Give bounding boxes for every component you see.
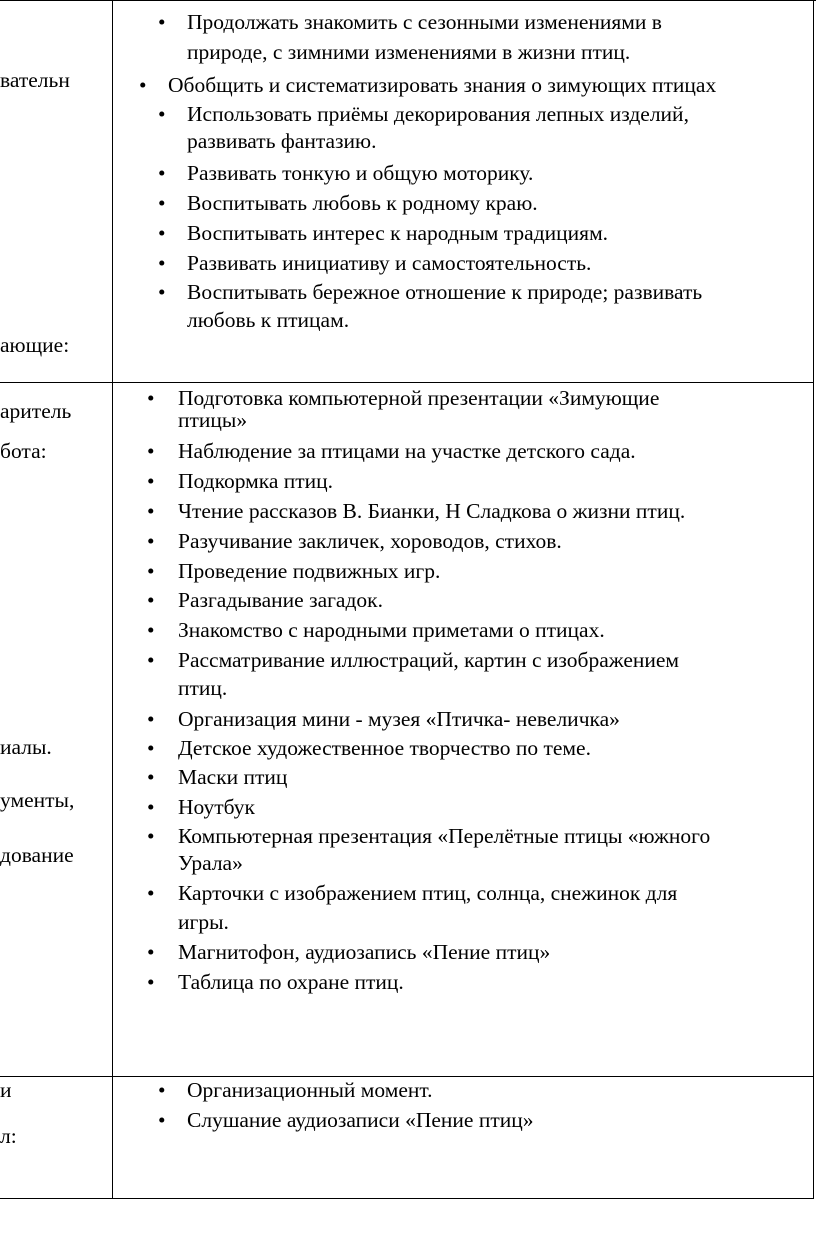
- list-item: птиц.: [178, 676, 228, 700]
- list-item: Наблюдение за птицами на участке детского сада.: [178, 439, 636, 463]
- table-row-divider-1: [0, 382, 814, 383]
- list-item: любовь к птицам.: [187, 308, 350, 332]
- bullet-icon: •: [158, 161, 166, 185]
- list-item: Слушание аудиозаписи «Пение птиц»: [187, 1108, 534, 1132]
- table-column-divider: [112, 0, 113, 1199]
- bullet-icon: •: [158, 1078, 166, 1102]
- bullet-icon: •: [147, 707, 155, 731]
- table-bottom-border: [0, 1198, 814, 1199]
- table-top-border: [0, 0, 816, 1]
- list-item: Обобщить и систематизировать знания о зимующих птицах: [168, 73, 717, 97]
- list-item: Разгадывание загадок.: [178, 588, 383, 612]
- list-item: птицы»: [178, 408, 248, 432]
- left-cell-text: ументы,: [0, 788, 75, 812]
- list-item: Урала»: [178, 851, 243, 875]
- bullet-icon: •: [147, 588, 155, 612]
- list-item: Маски птиц: [178, 765, 288, 789]
- left-cell-text: и: [0, 1078, 12, 1102]
- bullet-icon: •: [147, 439, 155, 463]
- list-item: Компьютерная презентация «Перелётные птицы «южного: [178, 824, 711, 848]
- list-item: Магнитофон, аудиозапись «Пение птиц»: [178, 940, 551, 964]
- bullet-icon: •: [147, 970, 155, 994]
- list-item: игры.: [178, 910, 229, 934]
- list-item: Развивать инициативу и самостоятельность.: [187, 251, 592, 275]
- list-item: Организация мини - музея «Птичка- невеличка»: [178, 707, 620, 731]
- list-item: Воспитывать интерес к народным традициям.: [187, 221, 609, 245]
- bullet-icon: •: [147, 469, 155, 493]
- bullet-icon: •: [158, 1108, 166, 1132]
- bullet-icon: •: [147, 529, 155, 553]
- list-item: Организационный момент.: [187, 1078, 433, 1102]
- list-item: Знакомство с народными приметами о птицах.: [178, 618, 605, 642]
- left-cell-text: вательн: [0, 68, 70, 92]
- bullet-icon: •: [147, 765, 155, 789]
- bullet-icon: •: [158, 221, 166, 245]
- bullet-icon: •: [147, 824, 155, 848]
- bullet-icon: •: [147, 386, 155, 410]
- bullet-icon: •: [147, 559, 155, 583]
- list-item: Рассматривание иллюстраций, картин с изображением: [178, 648, 680, 672]
- list-item: Детское художественное творчество по теме.: [178, 736, 591, 760]
- list-item: Проведение подвижных игр.: [178, 559, 441, 583]
- bullet-icon: •: [147, 940, 155, 964]
- list-item: Продолжать знакомить с сезонными изменениями в: [187, 10, 662, 34]
- table-row-divider-2: [0, 1076, 814, 1077]
- list-item: Развивать тонкую и общую моторику.: [187, 161, 534, 185]
- bullet-icon: •: [147, 736, 155, 760]
- list-item: природе, с зимними изменениями в жизни птиц.: [187, 40, 631, 64]
- bullet-icon: •: [147, 648, 155, 672]
- list-item: Воспитывать любовь к родному краю.: [187, 191, 538, 215]
- bullet-icon: •: [147, 881, 155, 905]
- list-item: Ноутбук: [178, 795, 255, 819]
- list-item: Подкормка птиц.: [178, 469, 334, 493]
- table-right-border: [813, 0, 814, 1199]
- list-item: Воспитывать бережное отношение к природе; развивать: [187, 280, 703, 304]
- bullet-icon: •: [139, 73, 147, 97]
- left-cell-text: дование: [0, 843, 74, 867]
- bullet-icon: •: [147, 618, 155, 642]
- list-item: Карточки с изображением птиц, солнца, снежинок для: [178, 881, 678, 905]
- list-item: развивать фантазию.: [187, 129, 377, 153]
- list-item: Подготовка компьютерной презентации «Зимующие: [178, 386, 660, 410]
- bullet-icon: •: [158, 102, 166, 126]
- bullet-icon: •: [147, 499, 155, 523]
- left-cell-text: иалы.: [0, 735, 52, 759]
- bullet-icon: •: [158, 191, 166, 215]
- bullet-icon: •: [158, 10, 166, 34]
- left-cell-text: ающие:: [0, 333, 70, 357]
- left-cell-text: бота:: [0, 439, 47, 463]
- bullet-icon: •: [158, 251, 166, 275]
- bullet-icon: •: [158, 280, 166, 304]
- list-item: Чтение рассказов В. Бианки, Н Сладкова о жизни птиц.: [178, 499, 686, 523]
- list-item: Использовать приёмы декорирования лепных изделий,: [187, 102, 689, 126]
- list-item: Разучивание закличек, хороводов, стихов.: [178, 529, 562, 553]
- bullet-icon: •: [147, 795, 155, 819]
- left-cell-text: л:: [0, 1124, 17, 1148]
- left-cell-text: аритель: [0, 399, 72, 423]
- list-item: Таблица по охране птиц.: [178, 970, 404, 994]
